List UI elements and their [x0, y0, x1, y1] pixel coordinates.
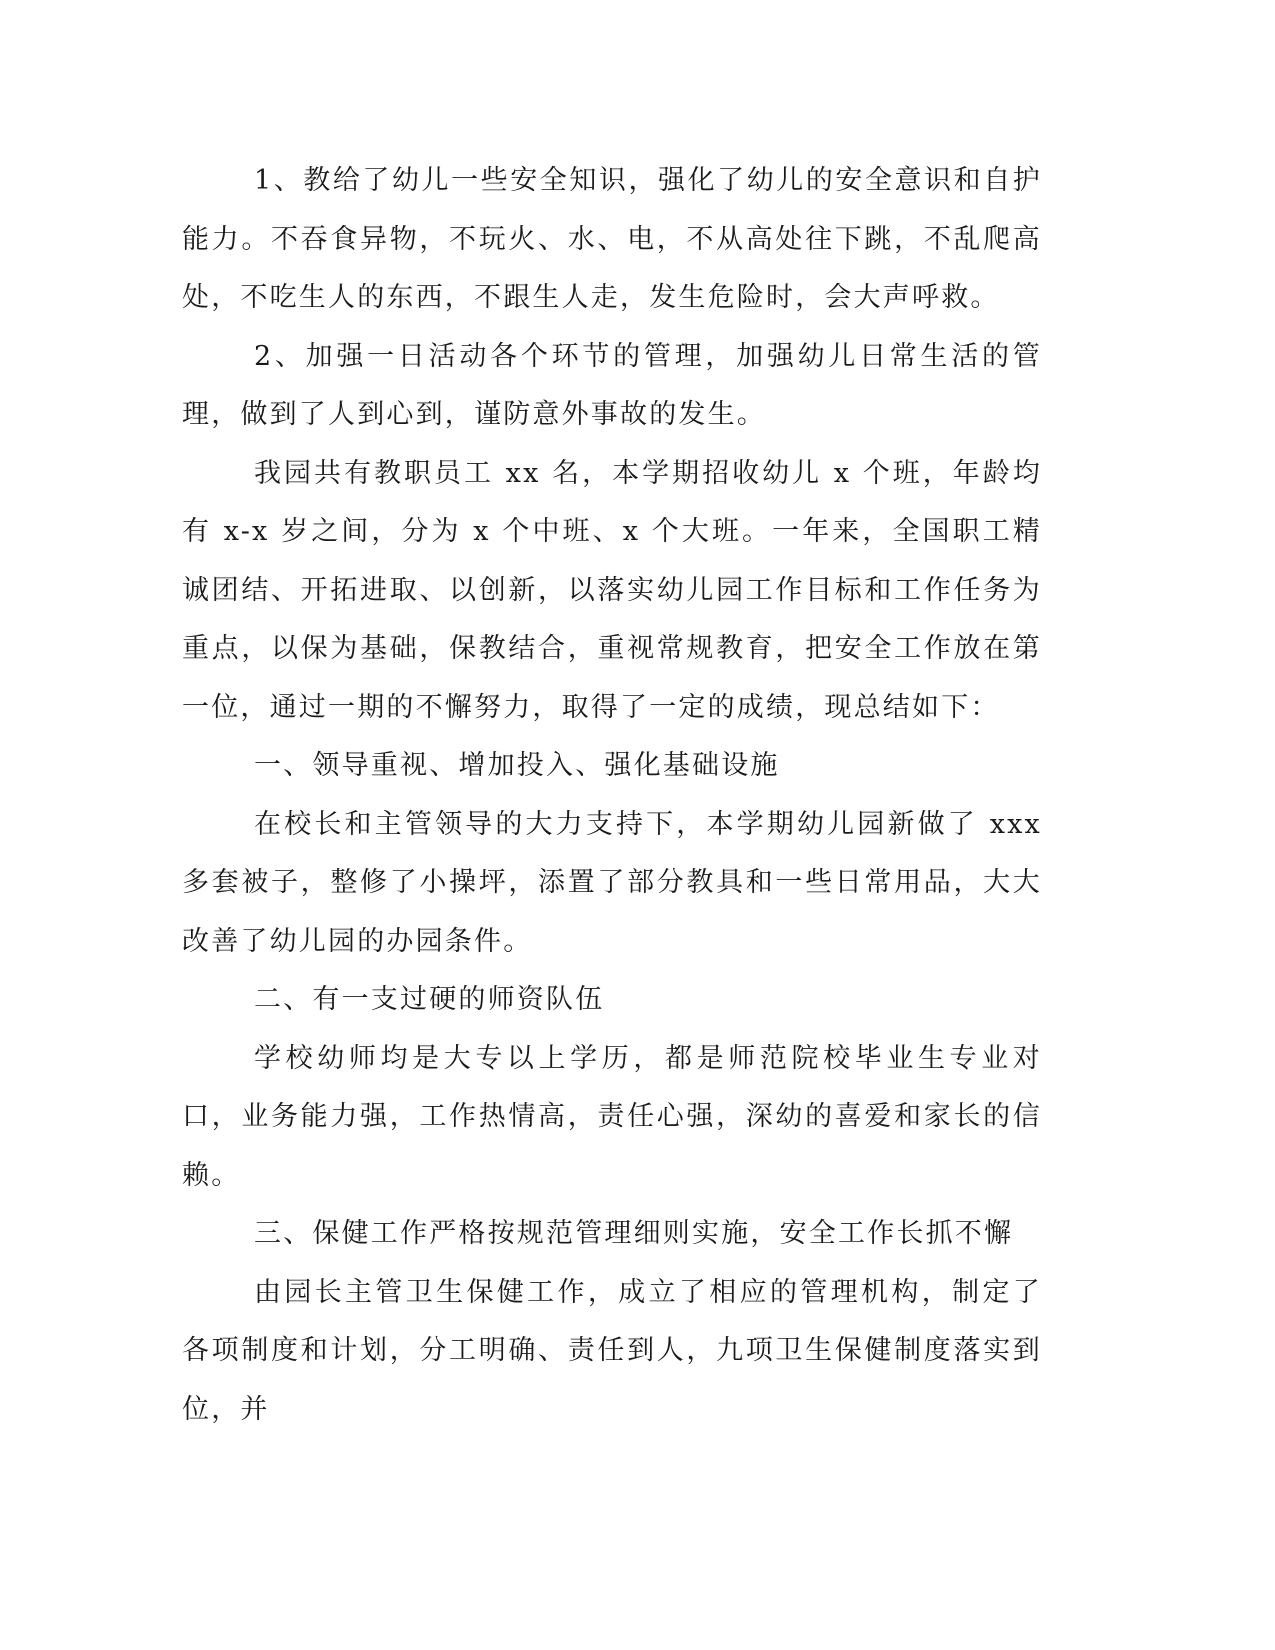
heading-section-1: 一、领导重视、增加投入、强化基础设施: [254, 750, 780, 781]
heading-section-3: 三、保健工作严格按规范管理细则实施，安全工作长抓不懈: [254, 1218, 1014, 1249]
document-body: [182, 152, 1042, 1439]
paragraph-safety-knowledge: 1、教给了幼儿一些安全知识，强化了幼儿的安全意识和自护能力。不吞食异物，不玩火、水、电，不从高处往下跳，不乱爬高处，不吃生人的东西，不跟生人走，发生危险时，会大声呼救。: [182, 165, 1042, 313]
paragraph-daily-management: 2、加强一日活动各个环节的管理，加强幼儿日常生活的管理，做到了人到心到，谨防意外事故的发生。: [182, 340, 1042, 430]
heading-section-2: 二、有一支过硬的师资队伍: [254, 984, 605, 1015]
paragraph-section-1: 在校长和主管领导的大力支持下，本学期幼儿园新做了 xxx 多套被子，整修了小操坪，添置了部分教具和一些日常用品，大大改善了幼儿园的办园条件。: [182, 808, 1042, 957]
paragraph-section-3: 由园长主管卫生保健工作，成立了相应的管理机构，制定了各项制度和计划，分工明确、责任到人，九项卫生保健制度落实到位，并: [182, 1276, 1042, 1425]
paragraph-overview: 我园共有教职员工 xx 名，本学期招收幼儿 x 个班，年龄均有 x-x 岁之间，分为 x 个中班、x 个大班。一年来，全国职工精诚团结、开拓进取、以创新，以落实幼儿园工作目标和工作任务为重点，以保为基础，保教结合，重视常规教育，把安全工作放在第一位，通过一期的不懈努力，取得了一定的成绩，现总结如下：: [182, 457, 1042, 723]
paragraph-section-2: 学校幼师均是大专以上学历，都是师范院校毕业生专业对口，业务能力强，工作热情高，责任心强，深幼的喜爱和家长的信赖。: [182, 1042, 1042, 1191]
